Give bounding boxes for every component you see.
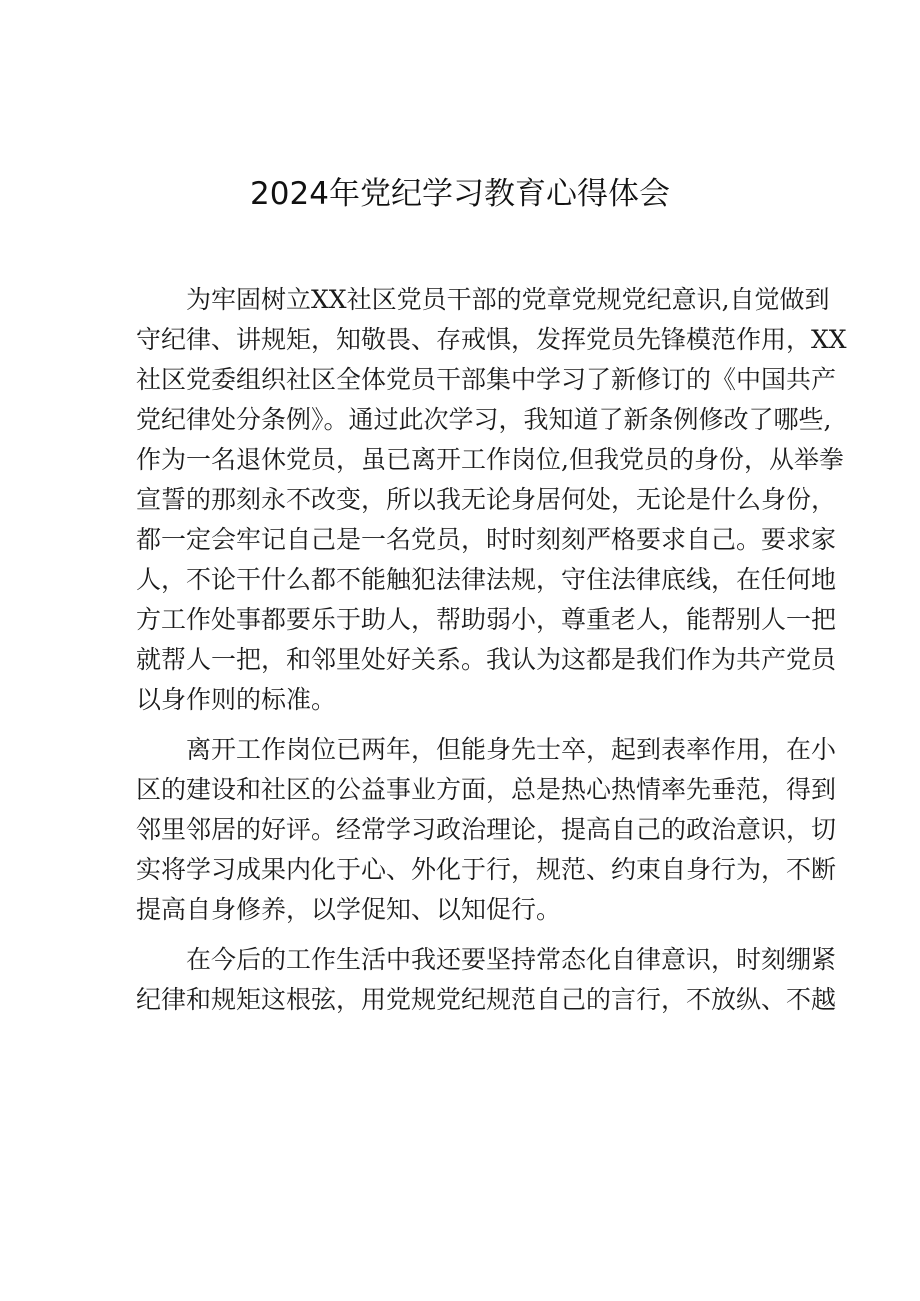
paragraph-line: 方工作处事都要乐于助人，帮助弱小，尊重老人，能帮别人一把 — [136, 605, 837, 634]
paragraph-line: 守纪律、讲规矩，知敬畏、存戒惧，发挥党员先锋模范作用，XX — [136, 325, 847, 354]
paragraph-line: 为牢固树立XX社区党员干部的党章党规党纪意识,自觉做到 — [186, 285, 830, 314]
paragraph-line: 邻里邻居的好评。经常学习政治理论，提高自己的政治意识，切 — [136, 815, 837, 844]
paragraph-line: 作为一名退休党员，虽已离开工作岗位,但我党员的身份，从举拳 — [136, 445, 844, 474]
paragraph-line: 党纪律处分条例》。通过此次学习，我知道了新条例修改了哪些, — [136, 405, 832, 434]
paragraph-line: 社区党委组织社区全体党员干部集中学习了新修订的《中国共产 — [136, 365, 837, 394]
paragraph-line: 提高自身修养，以学促知、以知促行。 — [136, 895, 562, 924]
paragraph-line: 在今后的工作生活中我还要坚持常态化自律意识，时刻绷紧 — [186, 945, 837, 974]
paragraph-line: 纪律和规矩这根弦，用党规党纪规范自己的言行，不放纵、不越 — [136, 985, 837, 1014]
document-title: 2024年党纪学习教育心得体会 — [250, 176, 670, 212]
paragraph-2 — [136, 730, 837, 930]
paragraph-line: 以身作则的标准。 — [136, 685, 337, 714]
paragraph-3 — [136, 940, 837, 1020]
paragraph-line: 宣誓的那刻永不改变，所以我无论身居何处，无论是什么身份， — [136, 485, 837, 514]
document-body — [136, 280, 847, 1030]
paragraph-line: 实将学习成果内化于心、外化于行，规范、约束自身行为，不断 — [136, 855, 837, 884]
paragraph-line: 都一定会牢记自己是一名党员，时时刻刻严格要求自己。要求家 — [136, 525, 837, 554]
paragraph-line: 就帮人一把，和邻里处好关系。我认为这都是我们作为共产党员 — [136, 645, 837, 674]
paragraph-line: 区的建设和社区的公益事业方面，总是热心热情率先垂范，得到 — [136, 775, 837, 804]
paragraph-1 — [136, 280, 847, 720]
paragraph-line: 人，不论干什么都不能触犯法律法规，守住法律底线，在任何地 — [136, 565, 837, 594]
paragraph-line: 离开工作岗位已两年，但能身先士卒，起到表率作用，在小 — [186, 735, 837, 764]
